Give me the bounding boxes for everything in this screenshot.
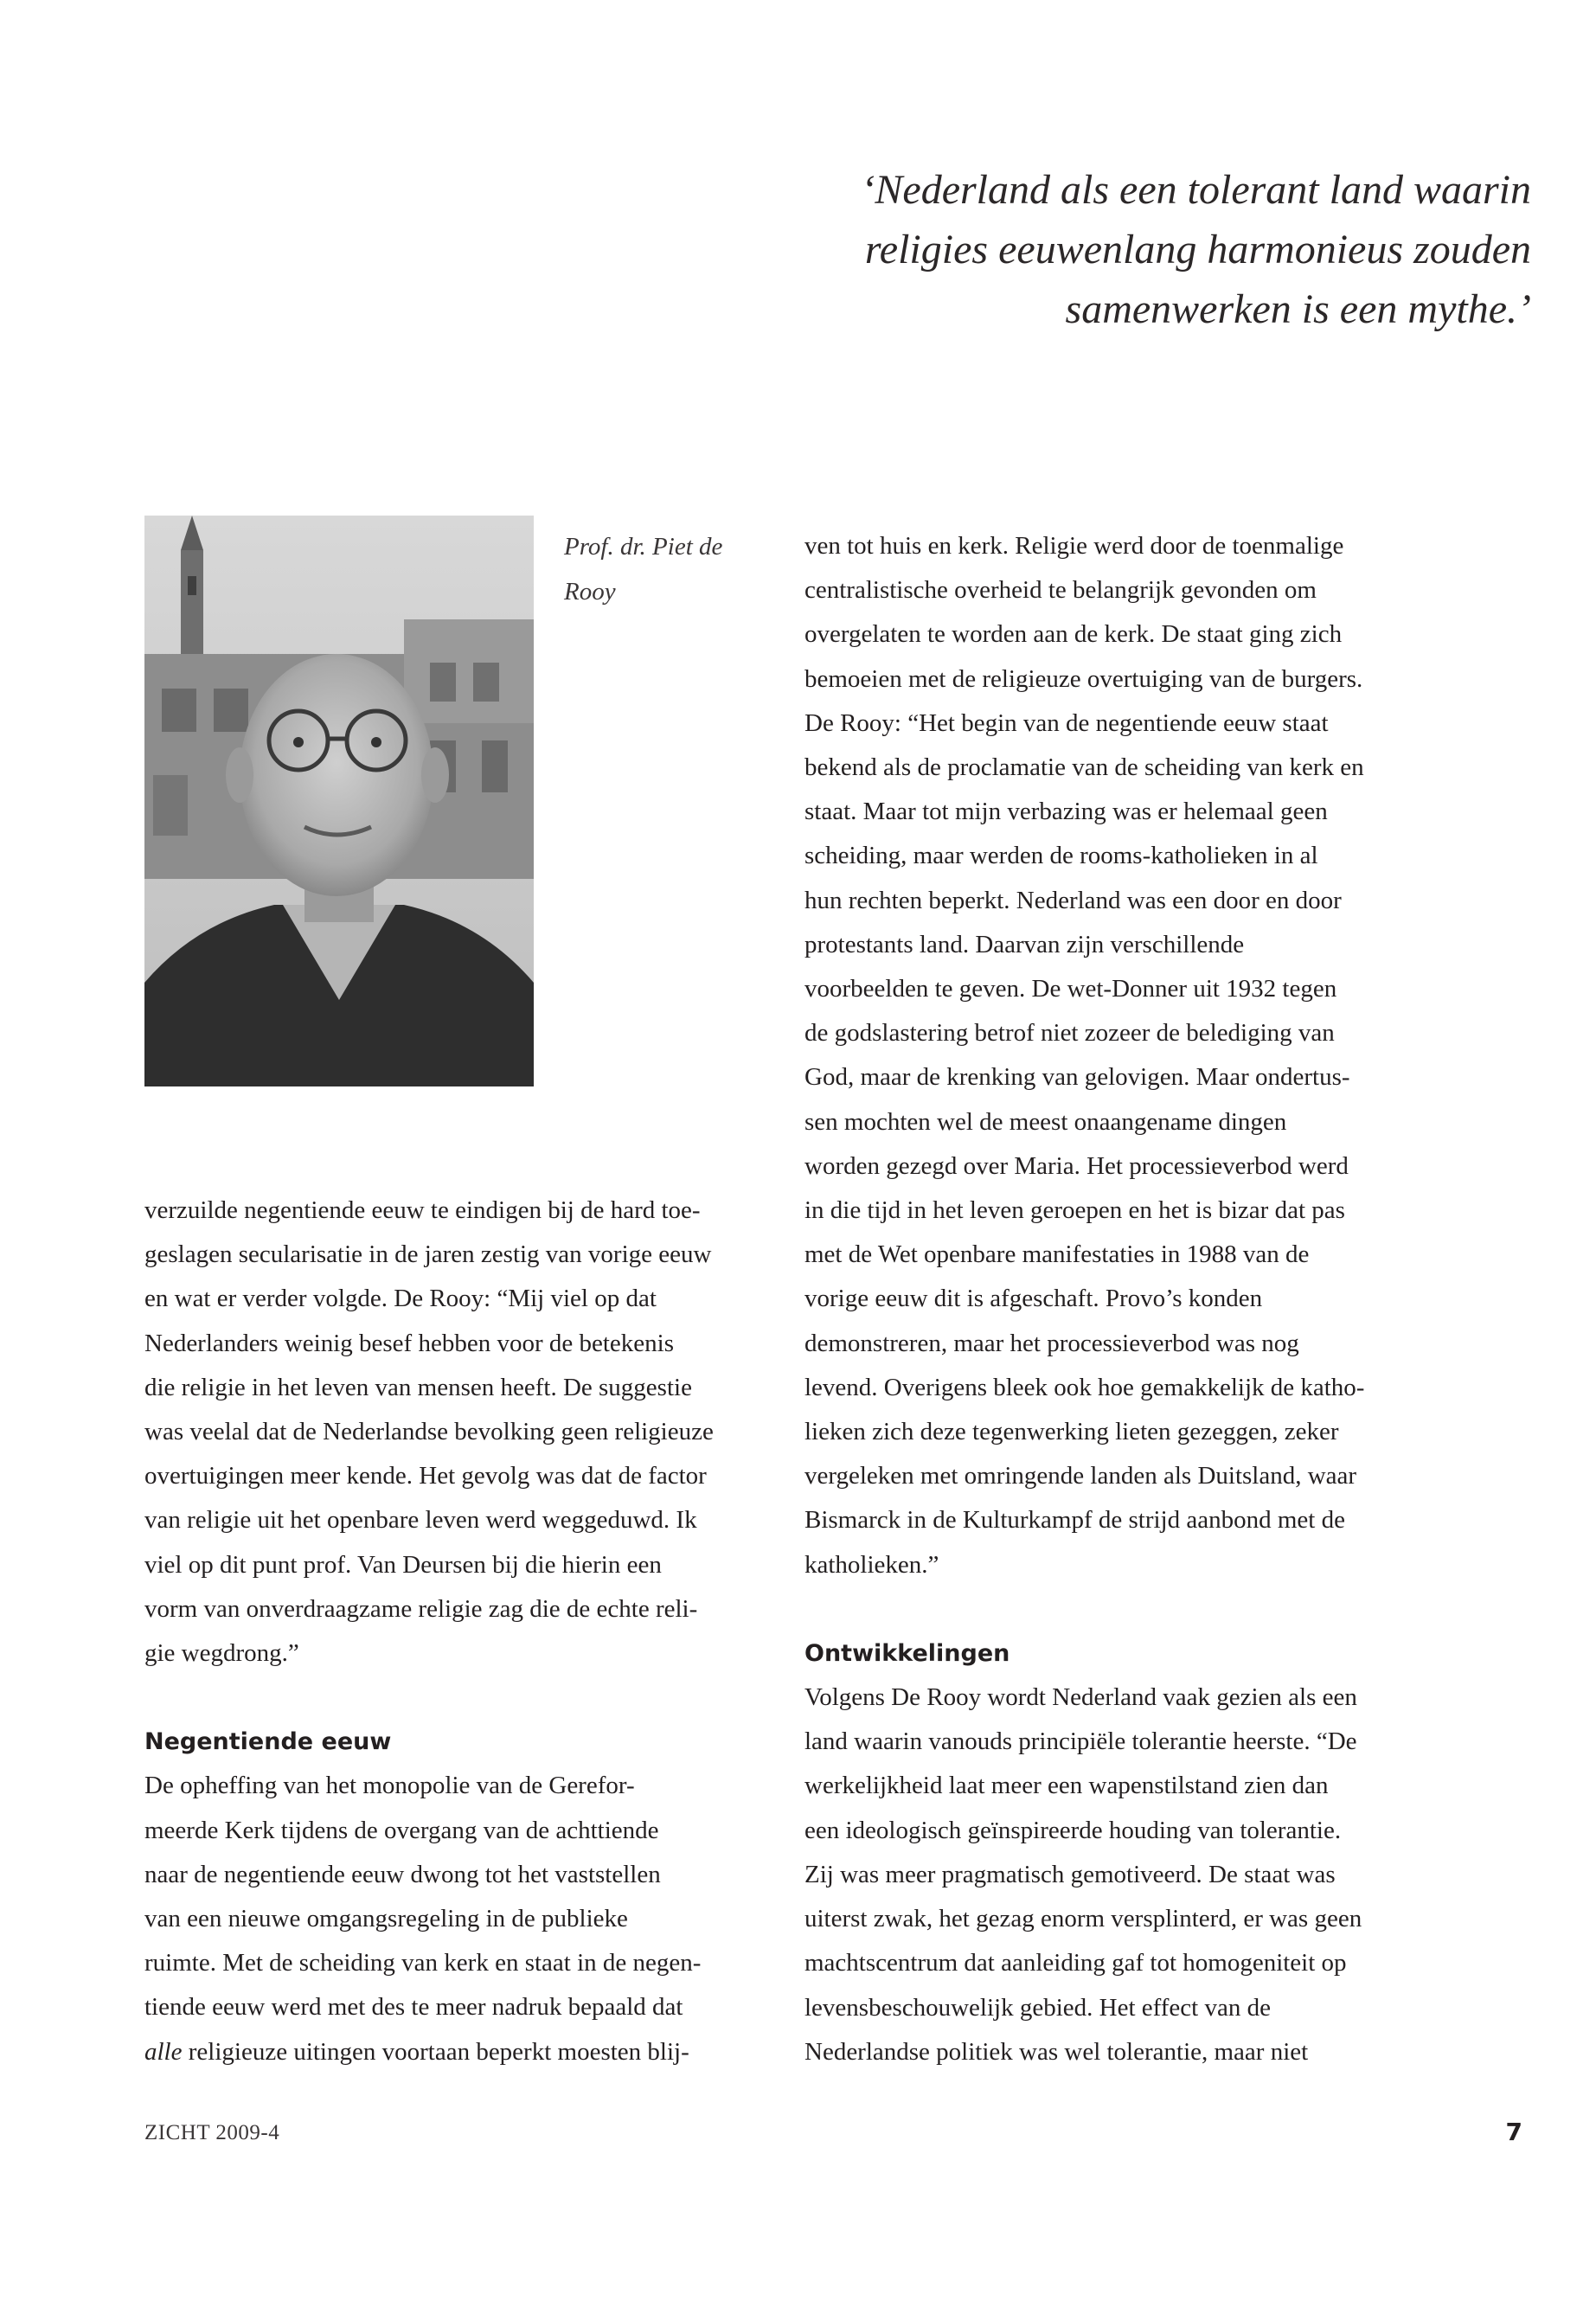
body-line: God, maar de krenking van gelovigen. Maar ondertus- bbox=[804, 1063, 1350, 1092]
body-line: centralistische overheid te belangrijk gevonden om bbox=[804, 576, 1317, 605]
body-line: tiende eeuw werd met des te meer nadruk bepaald dat bbox=[144, 1993, 683, 2022]
body-line: Volgens De Rooy wordt Nederland vaak gezien als een bbox=[804, 1683, 1357, 1712]
footer-publication: ZICHT 2009-4 bbox=[144, 2121, 280, 2144]
body-line: verzuilde negentiende eeuw te eindigen bij de hard toe- bbox=[144, 1196, 701, 1224]
page-number: 7 bbox=[1505, 2118, 1522, 2146]
body-line: gie wegdrong.” bbox=[144, 1639, 299, 1668]
body-line: sen mochten wel de meest onaangename dingen bbox=[804, 1107, 1287, 1136]
body-line: lieken zich deze tegenwerking lieten gezeggen, zeker bbox=[804, 1418, 1339, 1446]
photo-caption bbox=[564, 524, 772, 614]
body-line: ruimte. Met de scheiding van kerk en staat in de negen- bbox=[144, 1949, 702, 1977]
body-line: was veelal dat de Nederlandse bevolking geen religieuze bbox=[144, 1418, 714, 1446]
body-line bbox=[144, 2030, 785, 2074]
pull-quote-line: ‘Nederland als een tolerant land waarin bbox=[861, 167, 1531, 213]
body-line: bekend als de proclamatie van de scheiding van kerk en bbox=[804, 753, 1364, 782]
caption-line: Rooy bbox=[564, 578, 616, 606]
body-line: scheiding, maar werden de rooms-katholieken in al bbox=[804, 842, 1318, 870]
body-line: staat. Maar tot mijn verbazing was er helemaal geen bbox=[804, 798, 1328, 826]
section-heading: Negentiende eeuw bbox=[144, 1728, 392, 1756]
section-heading: Ontwikkelingen bbox=[804, 1639, 1010, 1667]
body-line: een ideologisch geïnspireerde houding van tolerantie. bbox=[804, 1816, 1342, 1844]
caption-line: Prof. dr. Piet de bbox=[564, 533, 723, 561]
body-line: die religie in het leven van mensen heeft. De suggestie bbox=[144, 1373, 692, 1401]
body-line: land waarin vanouds principiële tolerantie heerste. “De bbox=[804, 1727, 1357, 1756]
body-line: hun rechten beperkt. Nederland was een door en door bbox=[804, 886, 1342, 914]
emphasis-word: alle bbox=[144, 2037, 183, 2066]
body-line: De opheffing van het monopolie van de Gerefor- bbox=[144, 1772, 635, 1800]
body-line: Nederlandse politiek was wel tolerantie, maar niet bbox=[804, 2037, 1309, 2066]
body-line: viel op dit punt prof. Van Deursen bij die hierin een bbox=[144, 1550, 662, 1579]
body-line: en wat er verder volgde. De Rooy: “Mij viel op dat bbox=[144, 1285, 657, 1313]
pull-quote-line: religies eeuwenlang harmonieus zouden bbox=[864, 227, 1531, 272]
body-line: demonstreren, maar het processieverbod was nog bbox=[804, 1329, 1299, 1357]
body-line: Zij was meer pragmatisch gemotiveerd. De staat was bbox=[804, 1860, 1336, 1888]
pull-quote bbox=[779, 160, 1531, 339]
body-line: vorige eeuw dit is afgeschaft. Provo’s konden bbox=[804, 1285, 1263, 1313]
body-line: uiterst zwak, het gezag enorm versplinterd, er was geen bbox=[804, 1905, 1362, 1933]
body-line-rest: religieuze uitingen voortaan beperkt moesten blij- bbox=[182, 2037, 689, 2066]
body-line: meerde Kerk tijdens de overgang van de achttiende bbox=[144, 1816, 659, 1844]
body-line: protestants land. Daarvan zijn verschillende bbox=[804, 930, 1245, 958]
body-line: overgelaten te worden aan de kerk. De staat ging zich bbox=[804, 620, 1343, 649]
pull-quote-line: samenwerken is een mythe.’ bbox=[1065, 286, 1531, 332]
right-column bbox=[804, 524, 1445, 2074]
body-line: Nederlanders weinig besef hebben voor de betekenis bbox=[144, 1329, 674, 1357]
body-line: machtscentrum dat aanleiding gaf tot homogeniteit op bbox=[804, 1949, 1347, 1977]
paragraph-gap bbox=[144, 1676, 785, 1720]
body-line: van een nieuwe omgangsregeling in de publieke bbox=[144, 1905, 628, 1933]
body-line: ven tot huis en kerk. Religie werd door de toenmalige bbox=[804, 532, 1344, 560]
body-line: van religie uit het openbare leven werd weggeduwd. Ik bbox=[144, 1506, 697, 1535]
body-line: vorm van onverdraagzame religie zag die de echte reli- bbox=[144, 1594, 698, 1623]
body-line: werkelijkheid laat meer een wapenstilstand zien dan bbox=[804, 1772, 1329, 1800]
body-line: bemoeien met de religieuze overtuiging van de burgers. bbox=[804, 664, 1363, 693]
left-column bbox=[144, 1189, 785, 2074]
body-line: levend. Overigens bleek ook hoe gemakkelijk de katho- bbox=[804, 1373, 1365, 1401]
body-line: katholieken.” bbox=[804, 1550, 939, 1579]
body-line: worden gezegd over Maria. Het processieverbod werd bbox=[804, 1151, 1349, 1180]
body-line: Bismarck in de Kulturkampf de strijd aanbond met de bbox=[804, 1506, 1345, 1535]
paragraph-gap bbox=[804, 1587, 1445, 1631]
portrait-photo bbox=[144, 516, 534, 1086]
body-line: de godslastering betrof niet zozeer de belediging van bbox=[804, 1019, 1335, 1048]
body-line: naar de negentiende eeuw dwong tot het vaststellen bbox=[144, 1860, 661, 1888]
body-line: De Rooy: “Het begin van de negentiende eeuw staat bbox=[804, 708, 1329, 737]
body-line: overtuigingen meer kende. Het gevolg was dat de factor bbox=[144, 1462, 707, 1490]
body-line: in die tijd in het leven geroepen en het is bizar dat pas bbox=[804, 1196, 1345, 1225]
body-line: met de Wet openbare manifestaties in 1988 van de bbox=[804, 1240, 1310, 1269]
body-line: voorbeelden te geven. De wet-Donner uit 1932 tegen bbox=[804, 975, 1337, 1003]
body-line: levensbeschouwelijk gebied. Het effect van de bbox=[804, 1993, 1271, 2022]
body-line: vergeleken met omringende landen als Duitsland, waar bbox=[804, 1462, 1357, 1490]
body-line: geslagen secularisatie in de jaren zestig van vorige eeuw bbox=[144, 1240, 712, 1269]
